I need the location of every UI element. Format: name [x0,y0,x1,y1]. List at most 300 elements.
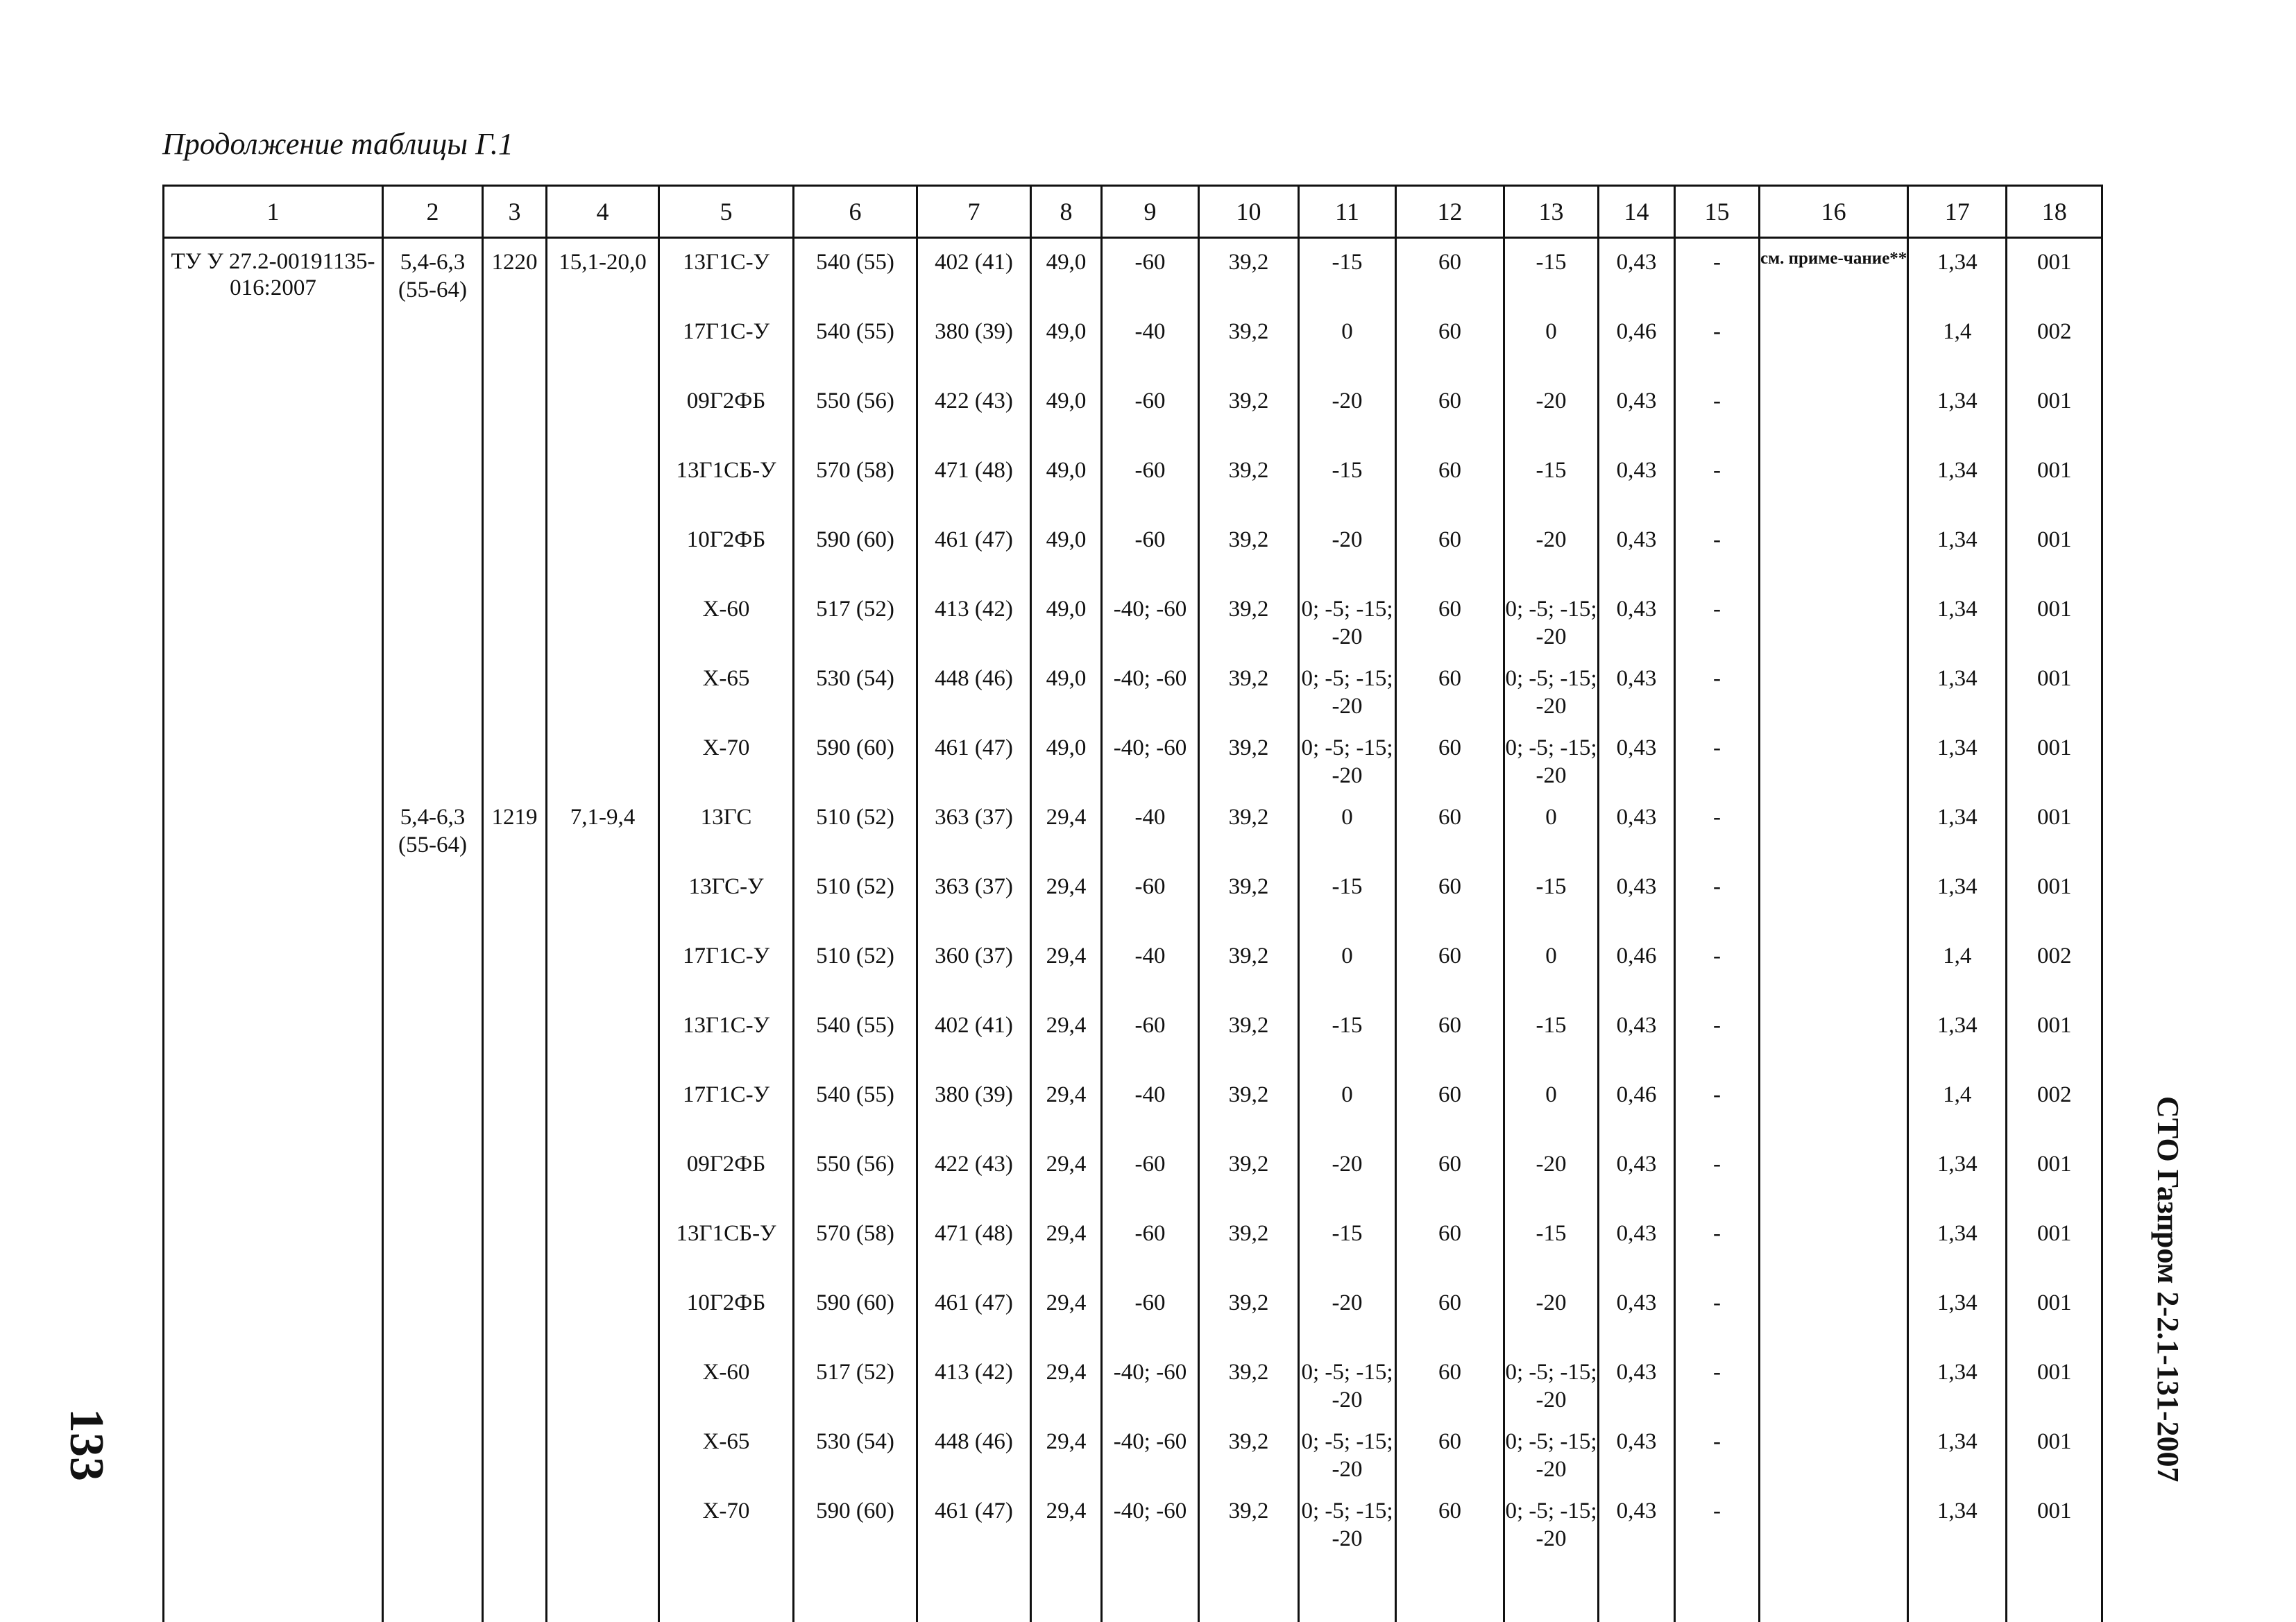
table-cell: 39,2 [1199,1487,1299,1622]
table-cell [164,1210,383,1279]
table-cell [483,655,547,724]
table-cell: - [1675,1141,1760,1210]
table-cell: 0,43 [1599,516,1675,586]
table-cell: 1,34 [1908,238,2007,309]
table-cell [164,1071,383,1141]
table-cell: см. приме-чание** [1760,238,1908,309]
table-cell: 13Г1С-У [659,238,794,309]
table-cell: -60 [1102,377,1199,447]
table-cell: 461 (47) [917,1487,1031,1622]
table-cell: 29,4 [1031,932,1102,1002]
table-cell: 1,4 [1908,932,2007,1002]
table-cell [383,1349,483,1418]
table-cell: 001 [2007,377,2102,447]
table-cell: 29,4 [1031,1002,1102,1071]
table-cell: 1,4 [1908,1071,2007,1141]
table-cell [383,863,483,932]
table-cell: 363 (37) [917,794,1031,863]
table-cell: 39,2 [1199,447,1299,516]
table-cell: 540 (55) [794,238,917,309]
table-cell: -40; -60 [1102,655,1199,724]
table-cell: 29,4 [1031,1418,1102,1487]
column-header: 11 [1299,186,1396,238]
table-cell: 0 [1504,308,1599,377]
table-cell: 49,0 [1031,447,1102,516]
table-cell: 0; -5; -15; -20 [1299,1418,1396,1487]
table-cell: 29,4 [1031,794,1102,863]
table-cell [483,863,547,932]
table-cell [483,1349,547,1418]
table-row [164,794,2102,863]
table-cell: 29,4 [1031,1141,1102,1210]
table-cell: 590 (60) [794,1279,917,1349]
table-cell [547,516,659,586]
table-cell: -40 [1102,308,1199,377]
table-cell: 0 [1299,1071,1396,1141]
column-header: 2 [383,186,483,238]
table-cell [383,1210,483,1279]
table-cell [547,1487,659,1622]
column-header: 8 [1031,186,1102,238]
table-cell: 60 [1396,863,1504,932]
table-cell: 590 (60) [794,724,917,794]
table-cell [483,1141,547,1210]
table-cell: 39,2 [1199,1141,1299,1210]
table-cell: 29,4 [1031,1487,1102,1622]
table-cell: 10Г2ФБ [659,516,794,586]
table-cell: -20 [1299,1279,1396,1349]
table-cell [383,1002,483,1071]
table-cell: 540 (55) [794,1071,917,1141]
table-cell [164,586,383,655]
table-cell: 0 [1504,932,1599,1002]
table-cell: 09Г2ФБ [659,377,794,447]
table-cell [1760,1349,1908,1418]
table-row [164,863,2102,932]
table-cell: -40; -60 [1102,1418,1199,1487]
table-cell: 39,2 [1199,1002,1299,1071]
table-cell: 1220 [483,238,547,309]
table-cell [1760,586,1908,655]
table-cell: 001 [2007,238,2102,309]
table-cell: 001 [2007,1210,2102,1279]
table-cell: 570 (58) [794,447,917,516]
table-cell: 461 (47) [917,516,1031,586]
table-cell: - [1675,238,1760,309]
table-cell: 29,4 [1031,1349,1102,1418]
table-cell: -60 [1102,447,1199,516]
table-cell: 1,34 [1908,1279,2007,1349]
table-cell [164,655,383,724]
table-cell [483,724,547,794]
table-cell: 001 [2007,1349,2102,1418]
table-cell: -40; -60 [1102,586,1199,655]
table-row [164,1210,2102,1279]
table-cell: Х-60 [659,1349,794,1418]
table-cell: 0,43 [1599,1002,1675,1071]
table-cell: - [1675,724,1760,794]
table-cell: 448 (46) [917,655,1031,724]
table-cell: 380 (39) [917,1071,1031,1141]
table-cell [1760,1487,1908,1622]
table-cell [1760,1071,1908,1141]
table-cell: 5,4-6,3 (55-64) [383,238,483,309]
table-cell: 0; -5; -15; -20 [1299,1349,1396,1418]
table-cell: - [1675,1279,1760,1349]
table-cell: 0,43 [1599,1279,1675,1349]
table-cell: -20 [1504,377,1599,447]
table-cell: 1,34 [1908,447,2007,516]
table-cell: 363 (37) [917,863,1031,932]
table-cell: 0,43 [1599,238,1675,309]
table-cell: Х-65 [659,1418,794,1487]
table-cell: 0,43 [1599,1141,1675,1210]
table-cell: 1,4 [1908,308,2007,377]
table-cell: 0,43 [1599,586,1675,655]
table-cell [383,932,483,1002]
table-cell [164,1141,383,1210]
table-cell [164,1279,383,1349]
table-cell: 17Г1С-У [659,308,794,377]
table-row [164,1279,2102,1349]
table-cell: 60 [1396,1071,1504,1141]
table-cell [383,586,483,655]
table-cell: 1,34 [1908,1349,2007,1418]
table-cell [164,308,383,377]
table-cell: -60 [1102,516,1199,586]
table-cell: 510 (52) [794,863,917,932]
table-cell: 001 [2007,1279,2102,1349]
table-cell: 540 (55) [794,308,917,377]
table-cell: 60 [1396,238,1504,309]
table-cell: -15 [1504,1210,1599,1279]
table-cell: 13ГС-У [659,863,794,932]
table-row [164,516,2102,586]
table-cell [164,724,383,794]
table-cell [547,1418,659,1487]
table-cell [483,1487,547,1622]
table-cell [547,1210,659,1279]
table-cell: Х-70 [659,724,794,794]
table-row [164,238,2102,309]
page-number: 133 [58,1408,114,1481]
table-cell: -60 [1102,1002,1199,1071]
table-cell: -20 [1299,377,1396,447]
table-cell: 1,34 [1908,516,2007,586]
table-cell: - [1675,447,1760,516]
table-row [164,1071,2102,1141]
table-cell [547,1141,659,1210]
table-cell [383,447,483,516]
table-cell [383,308,483,377]
table-cell [164,1349,383,1418]
table-cell: 0; -5; -15; -20 [1504,655,1599,724]
table-cell: 001 [2007,447,2102,516]
table-cell: 0,43 [1599,1210,1675,1279]
table-cell: -15 [1504,863,1599,932]
table-cell: 0,43 [1599,377,1675,447]
column-header: 9 [1102,186,1199,238]
table-cell: 29,4 [1031,863,1102,932]
table-cell: -60 [1102,238,1199,309]
table-cell [1760,724,1908,794]
table-body [164,238,2102,1622]
column-header: 13 [1504,186,1599,238]
table-cell: 1,34 [1908,1141,2007,1210]
table-cell [547,1279,659,1349]
table-cell: 39,2 [1199,1210,1299,1279]
table-cell: - [1675,1487,1760,1622]
table-cell: 60 [1396,516,1504,586]
table-cell [383,724,483,794]
table-cell: 15,1-20,0 [547,238,659,309]
table-cell: Х-60 [659,586,794,655]
table-cell [164,1418,383,1487]
table-cell: 413 (42) [917,586,1031,655]
table-cell: 517 (52) [794,1349,917,1418]
table-cell [164,1002,383,1071]
table-cell: Х-65 [659,655,794,724]
table-cell: 39,2 [1199,308,1299,377]
table-cell: Х-70 [659,1487,794,1622]
table-cell: 1,34 [1908,1210,2007,1279]
steel-pipe-table [162,185,2103,1622]
table-cell: 39,2 [1199,377,1299,447]
table-cell: - [1675,932,1760,1002]
table-cell: 0 [1299,794,1396,863]
table-cell: 17Г1С-У [659,1071,794,1141]
table-cell: 60 [1396,447,1504,516]
table-cell: - [1675,1210,1760,1279]
table-cell [483,447,547,516]
table-cell: 0,43 [1599,1418,1675,1487]
table-cell: - [1675,377,1760,447]
table-cell: 49,0 [1031,308,1102,377]
table-cell [383,1071,483,1141]
table-cell: - [1675,794,1760,863]
table-cell: 001 [2007,724,2102,794]
table-cell: 0,46 [1599,932,1675,1002]
table-cell [1760,377,1908,447]
table-cell [383,1487,483,1622]
table-cell [1760,1141,1908,1210]
table-row [164,377,2102,447]
table-cell: 39,2 [1199,1279,1299,1349]
table-cell: -40; -60 [1102,1349,1199,1418]
table-cell [383,655,483,724]
table-cell: 13ГС [659,794,794,863]
table-cell: -15 [1299,447,1396,516]
table-cell [547,863,659,932]
table-cell: 002 [2007,932,2102,1002]
table-cell [164,932,383,1002]
table-cell [483,1002,547,1071]
table-cell: 001 [2007,794,2102,863]
table-cell: 0,43 [1599,447,1675,516]
table-cell: -40; -60 [1102,1487,1199,1622]
table-cell: - [1675,586,1760,655]
column-header: 17 [1908,186,2007,238]
table-cell: 60 [1396,1418,1504,1487]
column-header: 3 [483,186,547,238]
table-cell: -60 [1102,863,1199,932]
table-cell: 29,4 [1031,1210,1102,1279]
table-cell [483,1210,547,1279]
table-cell [1760,1279,1908,1349]
table-cell: 60 [1396,1349,1504,1418]
column-header: 14 [1599,186,1675,238]
table-cell: 402 (41) [917,238,1031,309]
column-header: 1 [164,186,383,238]
table-cell: 530 (54) [794,1418,917,1487]
table-cell [547,724,659,794]
table-cell: 13Г1СБ-У [659,1210,794,1279]
table-cell: - [1675,655,1760,724]
table-cell [164,863,383,932]
table-cell: -15 [1299,238,1396,309]
table-cell: 550 (56) [794,1141,917,1210]
table-cell: 49,0 [1031,586,1102,655]
table-cell: 001 [2007,863,2102,932]
table-cell: 517 (52) [794,586,917,655]
table-cell: -40 [1102,932,1199,1002]
table-cell: -60 [1102,1141,1199,1210]
table-cell: 60 [1396,1487,1504,1622]
table-cell: 39,2 [1199,1418,1299,1487]
table-cell: 1,34 [1908,794,2007,863]
table-cell: 0,43 [1599,655,1675,724]
table-cell: 39,2 [1199,1071,1299,1141]
table-cell: 590 (60) [794,1487,917,1622]
table-cell: -40; -60 [1102,724,1199,794]
table-cell: 461 (47) [917,724,1031,794]
table-cell: - [1675,1418,1760,1487]
table-cell: 540 (55) [794,1002,917,1071]
table-cell: 0; -5; -15; -20 [1299,655,1396,724]
table-cell [547,655,659,724]
table-cell: 001 [2007,655,2102,724]
table-cell [547,447,659,516]
table-cell: 49,0 [1031,238,1102,309]
table-cell: 39,2 [1199,238,1299,309]
table-cell: 5,4-6,3 (55-64) [383,794,483,863]
table-cell: 380 (39) [917,308,1031,377]
table-header [164,186,2102,238]
table-cell: 13Г1СБ-У [659,447,794,516]
table-cell: 39,2 [1199,932,1299,1002]
table-cell: 17Г1С-У [659,932,794,1002]
table-cell: 60 [1396,794,1504,863]
table-cell [547,1071,659,1141]
table-row [164,308,2102,377]
table-row [164,1349,2102,1418]
table-cell: 0; -5; -15; -20 [1299,724,1396,794]
column-header: 15 [1675,186,1760,238]
table-cell: 001 [2007,1141,2102,1210]
table-cell [483,1279,547,1349]
table-cell: 0,43 [1599,1349,1675,1418]
table-cell: 471 (48) [917,447,1031,516]
table-cell: 60 [1396,655,1504,724]
table-cell: 0 [1299,308,1396,377]
table-cell [1760,308,1908,377]
table-cell [547,1349,659,1418]
table-cell: 001 [2007,586,2102,655]
header-row [164,186,2102,238]
table-row [164,447,2102,516]
table-cell: 0; -5; -15; -20 [1504,586,1599,655]
table-row [164,586,2102,655]
table-cell [1760,1418,1908,1487]
table-cell: 39,2 [1199,863,1299,932]
table-cell: 1,34 [1908,1487,2007,1622]
table-cell [547,932,659,1002]
table-cell: 60 [1396,724,1504,794]
column-header: 18 [2007,186,2102,238]
table-cell: 002 [2007,308,2102,377]
column-header: 10 [1199,186,1299,238]
table-cell: 0,46 [1599,308,1675,377]
table-row [164,1141,2102,1210]
table-cell: 590 (60) [794,516,917,586]
table-cell: 39,2 [1199,586,1299,655]
table-cell: -15 [1299,863,1396,932]
table-cell: 49,0 [1031,377,1102,447]
table-cell: 39,2 [1199,794,1299,863]
table-cell: -20 [1504,1279,1599,1349]
table-cell: 0 [1504,794,1599,863]
table-cell: -60 [1102,1210,1199,1279]
table-cell: 001 [2007,516,2102,586]
column-header: 6 [794,186,917,238]
table-cell [547,308,659,377]
table-cell: 461 (47) [917,1279,1031,1349]
table-cell: 0; -5; -15; -20 [1504,1418,1599,1487]
table-cell [1760,863,1908,932]
table-cell: 0 [1504,1071,1599,1141]
table-cell: 402 (41) [917,1002,1031,1071]
table-cell: 60 [1396,932,1504,1002]
table-caption: Продолжение таблицы Г.1 [162,126,513,162]
table-cell: - [1675,308,1760,377]
table-cell: 0,43 [1599,1487,1675,1622]
table-row [164,655,2102,724]
table-cell: 1,34 [1908,1418,2007,1487]
table-cell: -20 [1504,516,1599,586]
column-header: 12 [1396,186,1504,238]
table-cell: 1,34 [1908,724,2007,794]
table-cell: 001 [2007,1418,2102,1487]
table-cell: 60 [1396,1210,1504,1279]
table-row [164,932,2102,1002]
table-cell: 49,0 [1031,724,1102,794]
table-cell: 002 [2007,1071,2102,1141]
table-cell: 0; -5; -15; -20 [1504,1349,1599,1418]
document-code: СТО Газпром 2-2.1-131-2007 [2150,1096,2186,1483]
table-cell: - [1675,516,1760,586]
table-cell: 1219 [483,794,547,863]
table-cell: 1,34 [1908,655,2007,724]
table-cell: 0,43 [1599,724,1675,794]
table-cell: -15 [1504,1002,1599,1071]
table-cell: 29,4 [1031,1071,1102,1141]
table-cell: 530 (54) [794,655,917,724]
table-cell [164,516,383,586]
table-cell: 60 [1396,1141,1504,1210]
table-cell: 448 (46) [917,1418,1031,1487]
table-cell: 39,2 [1199,1349,1299,1418]
table-cell: 0,46 [1599,1071,1675,1141]
